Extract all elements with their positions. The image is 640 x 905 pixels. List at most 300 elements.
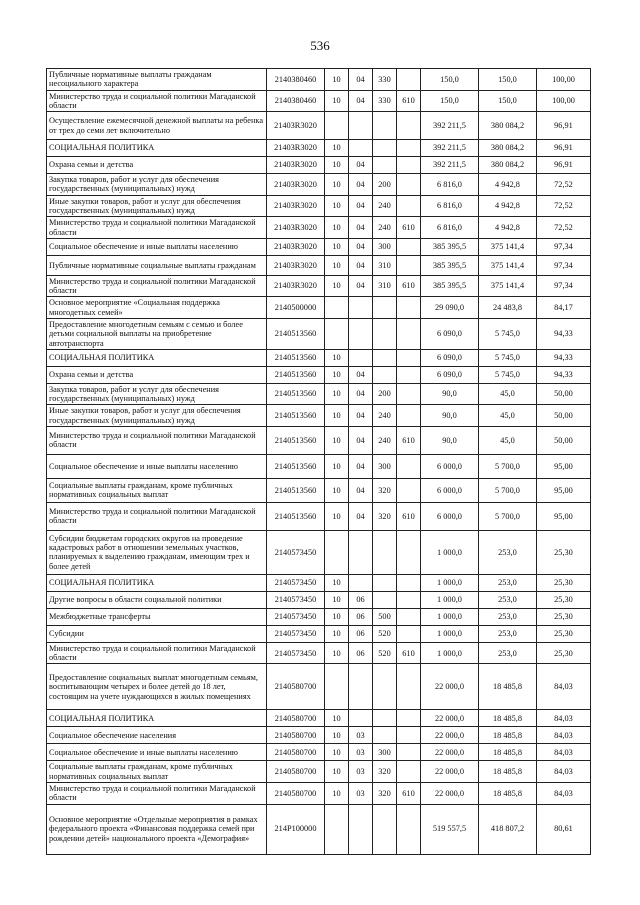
cell-type: 310: [373, 275, 397, 297]
cell-sub: 03: [349, 783, 373, 805]
cell-grbs: 610: [397, 783, 421, 805]
cell-plan: 1 000,0: [421, 591, 479, 608]
cell-type: [373, 112, 397, 140]
cell-grbs: [397, 349, 421, 366]
cell-name: Социальные выплаты гражданам, кроме публичных нормативных социальных выплат: [47, 761, 267, 783]
cell-sec: [325, 297, 349, 319]
cell-grbs: [397, 255, 421, 275]
cell-grbs: [397, 238, 421, 255]
cell-plan: 6 000,0: [421, 478, 479, 502]
cell-type: 330: [373, 69, 397, 91]
table-row: [47, 405, 591, 427]
cell-pct: 96,91: [537, 112, 591, 140]
cell-sub: [349, 804, 373, 854]
table-row: [47, 90, 591, 112]
cell-grbs: [397, 530, 421, 574]
cell-fact: 375 141,4: [479, 275, 537, 297]
cell-pct: 95,00: [537, 454, 591, 478]
cell-pct: 50,00: [537, 405, 591, 427]
cell-plan: 1 000,0: [421, 608, 479, 625]
cell-code: 2140513560: [267, 478, 325, 502]
cell-fact: 380 084,2: [479, 157, 537, 174]
cell-sub: 04: [349, 255, 373, 275]
cell-grbs: [397, 383, 421, 405]
table-row: [47, 502, 591, 530]
cell-grbs: [397, 318, 421, 349]
cell-sub: 04: [349, 426, 373, 454]
table-row: [47, 255, 591, 275]
cell-code: 2140513560: [267, 426, 325, 454]
cell-code: 21403R3020: [267, 174, 325, 196]
cell-name: Министерство труда и социальной политики Магаданской области: [47, 90, 267, 112]
cell-sec: 10: [325, 366, 349, 383]
cell-sub: 04: [349, 238, 373, 255]
cell-fact: 253,0: [479, 591, 537, 608]
cell-plan: 6 816,0: [421, 174, 479, 196]
cell-plan: 1 000,0: [421, 574, 479, 591]
cell-sec: 10: [325, 642, 349, 664]
cell-sec: 10: [325, 383, 349, 405]
cell-type: 240: [373, 195, 397, 217]
cell-grbs: [397, 69, 421, 91]
cell-grbs: [397, 727, 421, 744]
cell-sec: 10: [325, 478, 349, 502]
cell-fact: 380 084,2: [479, 140, 537, 157]
cell-code: 2140580700: [267, 710, 325, 727]
cell-code: 2140380460: [267, 90, 325, 112]
cell-sub: [349, 710, 373, 727]
page-number: 536: [310, 38, 330, 53]
table-row: [47, 804, 591, 854]
cell-pct: 97,34: [537, 275, 591, 297]
cell-code: 2140573450: [267, 608, 325, 625]
cell-plan: 519 557,5: [421, 804, 479, 854]
cell-pct: 25,30: [537, 642, 591, 664]
cell-pct: 94,33: [537, 366, 591, 383]
cell-sub: 06: [349, 591, 373, 608]
cell-type: 320: [373, 502, 397, 530]
cell-sub: [349, 297, 373, 319]
cell-sub: 06: [349, 608, 373, 625]
cell-sec: 10: [325, 426, 349, 454]
cell-plan: 6 090,0: [421, 366, 479, 383]
cell-pct: 84,03: [537, 783, 591, 805]
cell-name: СОЦИАЛЬНАЯ ПОЛИТИКА: [47, 710, 267, 727]
cell-code: 21403R3020: [267, 157, 325, 174]
cell-grbs: [397, 574, 421, 591]
cell-name: Публичные нормативные выплаты гражданам несоциального характера: [47, 69, 267, 91]
cell-sec: [325, 318, 349, 349]
cell-fact: 380 084,2: [479, 112, 537, 140]
cell-name: Социальное обеспечение и иные выплаты населению: [47, 238, 267, 255]
cell-name: Социальные выплаты гражданам, кроме публичных нормативных социальных выплат: [47, 478, 267, 502]
cell-fact: 5 745,0: [479, 318, 537, 349]
cell-plan: 392 211,5: [421, 112, 479, 140]
table-row: [47, 591, 591, 608]
cell-plan: 392 211,5: [421, 140, 479, 157]
cell-sub: 03: [349, 727, 373, 744]
cell-fact: 150,0: [479, 90, 537, 112]
cell-fact: 150,0: [479, 69, 537, 91]
cell-sub: 03: [349, 761, 373, 783]
cell-sec: [325, 804, 349, 854]
cell-fact: 4 942,8: [479, 195, 537, 217]
table-row: [47, 297, 591, 319]
table-row: [47, 426, 591, 454]
table-row: [47, 664, 591, 710]
cell-name: СОЦИАЛЬНАЯ ПОЛИТИКА: [47, 140, 267, 157]
cell-pct: 84,03: [537, 664, 591, 710]
cell-plan: 150,0: [421, 90, 479, 112]
cell-type: 240: [373, 426, 397, 454]
cell-grbs: [397, 174, 421, 196]
table-row: [47, 761, 591, 783]
cell-sub: 04: [349, 69, 373, 91]
cell-grbs: [397, 804, 421, 854]
cell-plan: 90,0: [421, 383, 479, 405]
cell-type: 240: [373, 405, 397, 427]
cell-type: [373, 530, 397, 574]
cell-grbs: [397, 608, 421, 625]
cell-code: 2140573450: [267, 591, 325, 608]
table-row: [47, 710, 591, 727]
cell-type: 520: [373, 642, 397, 664]
cell-plan: 6 816,0: [421, 217, 479, 239]
cell-sub: 04: [349, 217, 373, 239]
cell-name: Социальное обеспечение и иные выплаты населению: [47, 744, 267, 761]
cell-sub: [349, 664, 373, 710]
cell-sec: 10: [325, 217, 349, 239]
cell-name: Иные закупки товаров, работ и услуг для обеспечения государственных (муниципальных) нужд: [47, 195, 267, 217]
table-row: [47, 727, 591, 744]
cell-name: Закупка товаров, работ и услуг для обеспечения государственных (муниципальных) нужд: [47, 174, 267, 196]
cell-code: 21403R3020: [267, 140, 325, 157]
cell-code: 2140580700: [267, 744, 325, 761]
cell-pct: 72,52: [537, 217, 591, 239]
cell-pct: 84,03: [537, 710, 591, 727]
cell-fact: 45,0: [479, 426, 537, 454]
cell-fact: 18 485,8: [479, 761, 537, 783]
cell-type: 300: [373, 454, 397, 478]
cell-code: 21403R3020: [267, 255, 325, 275]
cell-pct: 97,34: [537, 255, 591, 275]
cell-plan: 385 395,5: [421, 275, 479, 297]
cell-sec: 10: [325, 140, 349, 157]
cell-plan: 22 000,0: [421, 727, 479, 744]
cell-type: 320: [373, 783, 397, 805]
cell-fact: 253,0: [479, 608, 537, 625]
cell-plan: 385 395,5: [421, 255, 479, 275]
cell-sec: 10: [325, 608, 349, 625]
cell-fact: 4 942,8: [479, 174, 537, 196]
table-row: [47, 238, 591, 255]
cell-code: 2140573450: [267, 642, 325, 664]
cell-type: [373, 804, 397, 854]
cell-grbs: [397, 140, 421, 157]
cell-fact: 253,0: [479, 642, 537, 664]
cell-code: 21403R3020: [267, 275, 325, 297]
cell-sec: [325, 530, 349, 574]
cell-plan: 6 090,0: [421, 318, 479, 349]
cell-fact: 5 745,0: [479, 366, 537, 383]
cell-name: Публичные нормативные социальные выплаты гражданам: [47, 255, 267, 275]
cell-pct: 84,03: [537, 744, 591, 761]
cell-grbs: [397, 478, 421, 502]
cell-grbs: 610: [397, 90, 421, 112]
cell-code: 2140513560: [267, 349, 325, 366]
cell-fact: 5 745,0: [479, 349, 537, 366]
cell-type: [373, 574, 397, 591]
cell-sub: 04: [349, 366, 373, 383]
cell-grbs: [397, 761, 421, 783]
cell-fact: 45,0: [479, 405, 537, 427]
cell-code: 2140513560: [267, 366, 325, 383]
cell-type: 500: [373, 608, 397, 625]
cell-sub: 04: [349, 174, 373, 196]
cell-plan: 1 000,0: [421, 530, 479, 574]
cell-name: Предоставление социальных выплат многодетным семьям, воспитывающим четырех и более детей до 18 лет, состоящим на учете нуждающихся в жилых помещениях: [47, 664, 267, 710]
table-row: [47, 275, 591, 297]
cell-sub: [349, 349, 373, 366]
cell-sec: 10: [325, 157, 349, 174]
cell-name: Закупка товаров, работ и услуг для обеспечения государственных (муниципальных) нужд: [47, 383, 267, 405]
cell-code: 21403R3020: [267, 195, 325, 217]
cell-type: [373, 140, 397, 157]
cell-sec: 10: [325, 195, 349, 217]
cell-code: 2140500000: [267, 297, 325, 319]
cell-name: Осуществление ежемесячной денежной выплаты на ребенка от трех до семи лет включительно: [47, 112, 267, 140]
cell-fact: 418 807,2: [479, 804, 537, 854]
cell-name: СОЦИАЛЬНАЯ ПОЛИТИКА: [47, 349, 267, 366]
cell-name: Другие вопросы в области социальной политики: [47, 591, 267, 608]
cell-pct: 72,52: [537, 195, 591, 217]
cell-grbs: [397, 112, 421, 140]
table-row: [47, 349, 591, 366]
cell-sub: [349, 530, 373, 574]
cell-pct: 96,91: [537, 157, 591, 174]
cell-sec: 10: [325, 761, 349, 783]
table-row: [47, 174, 591, 196]
cell-code: 214P100000: [267, 804, 325, 854]
cell-code: 2140513560: [267, 405, 325, 427]
cell-pct: 95,00: [537, 478, 591, 502]
cell-name: Социальное обеспечение и иные выплаты населению: [47, 454, 267, 478]
cell-pct: 94,33: [537, 349, 591, 366]
cell-pct: 25,30: [537, 625, 591, 642]
cell-grbs: 610: [397, 275, 421, 297]
cell-grbs: [397, 591, 421, 608]
cell-plan: 385 395,5: [421, 238, 479, 255]
cell-code: 2140573450: [267, 530, 325, 574]
cell-fact: 253,0: [479, 574, 537, 591]
cell-type: [373, 710, 397, 727]
cell-plan: 6 000,0: [421, 454, 479, 478]
cell-plan: 22 000,0: [421, 664, 479, 710]
cell-type: [373, 318, 397, 349]
cell-grbs: 610: [397, 426, 421, 454]
cell-sub: 03: [349, 744, 373, 761]
cell-code: 2140513560: [267, 502, 325, 530]
cell-code: 21403R3020: [267, 112, 325, 140]
cell-type: 200: [373, 383, 397, 405]
cell-fact: 18 485,8: [479, 727, 537, 744]
cell-sec: 10: [325, 744, 349, 761]
cell-sec: 10: [325, 454, 349, 478]
table-row: [47, 383, 591, 405]
cell-name: Субсидии: [47, 625, 267, 642]
cell-fact: 5 700,0: [479, 502, 537, 530]
cell-pct: 80,61: [537, 804, 591, 854]
cell-fact: 18 485,8: [479, 664, 537, 710]
cell-plan: 22 000,0: [421, 744, 479, 761]
cell-grbs: [397, 297, 421, 319]
cell-grbs: [397, 405, 421, 427]
table-row: [47, 744, 591, 761]
cell-type: 520: [373, 625, 397, 642]
cell-sub: [349, 318, 373, 349]
cell-name: Министерство труда и социальной политики Магаданской области: [47, 217, 267, 239]
cell-fact: 4 942,8: [479, 217, 537, 239]
cell-sec: 10: [325, 349, 349, 366]
cell-fact: 18 485,8: [479, 710, 537, 727]
cell-name: СОЦИАЛЬНАЯ ПОЛИТИКА: [47, 574, 267, 591]
table-row: [47, 318, 591, 349]
cell-name: Охрана семьи и детства: [47, 157, 267, 174]
cell-fact: 253,0: [479, 530, 537, 574]
cell-plan: 1 000,0: [421, 642, 479, 664]
cell-sec: 10: [325, 727, 349, 744]
cell-plan: 29 090,0: [421, 297, 479, 319]
cell-name: Министерство труда и социальной политики Магаданской области: [47, 426, 267, 454]
cell-fact: 375 141,4: [479, 238, 537, 255]
cell-code: 2140513560: [267, 318, 325, 349]
cell-fact: 24 483,8: [479, 297, 537, 319]
cell-sub: 04: [349, 454, 373, 478]
cell-sec: 10: [325, 710, 349, 727]
cell-grbs: [397, 664, 421, 710]
cell-type: 200: [373, 174, 397, 196]
cell-grbs: [397, 454, 421, 478]
cell-plan: 6 000,0: [421, 502, 479, 530]
cell-sub: 06: [349, 625, 373, 642]
cell-type: [373, 366, 397, 383]
cell-sec: 10: [325, 275, 349, 297]
cell-plan: 90,0: [421, 426, 479, 454]
cell-sub: 06: [349, 642, 373, 664]
cell-sec: 10: [325, 405, 349, 427]
cell-code: 21403R3020: [267, 238, 325, 255]
cell-code: 2140513560: [267, 454, 325, 478]
cell-plan: 150,0: [421, 69, 479, 91]
cell-grbs: 610: [397, 642, 421, 664]
cell-name: Министерство труда и социальной политики Магаданской области: [47, 502, 267, 530]
cell-name: Иные закупки товаров, работ и услуг для обеспечения государственных (муниципальных) нужд: [47, 405, 267, 427]
cell-sub: 04: [349, 157, 373, 174]
cell-sec: 10: [325, 783, 349, 805]
cell-sub: [349, 112, 373, 140]
cell-name: Министерство труда и социальной политики Магаданской области: [47, 783, 267, 805]
cell-sec: 10: [325, 238, 349, 255]
cell-code: 2140580700: [267, 727, 325, 744]
cell-fact: 18 485,8: [479, 783, 537, 805]
cell-name: Министерство труда и социальной политики Магаданской области: [47, 642, 267, 664]
cell-name: Предоставление многодетным семьям с семью и более детьми социальной выплаты на приобретение автотранспорта: [47, 318, 267, 349]
cell-sub: 04: [349, 90, 373, 112]
table-row: [47, 642, 591, 664]
cell-sec: 10: [325, 625, 349, 642]
cell-pct: 84,03: [537, 727, 591, 744]
cell-name: Министерство труда и социальной политики Магаданской области: [47, 275, 267, 297]
table-body: [47, 69, 591, 855]
cell-type: 320: [373, 761, 397, 783]
cell-pct: 84,03: [537, 761, 591, 783]
cell-pct: 25,30: [537, 574, 591, 591]
table-row: [47, 574, 591, 591]
cell-sub: 04: [349, 502, 373, 530]
cell-pct: 25,30: [537, 591, 591, 608]
cell-sub: 04: [349, 275, 373, 297]
cell-sec: 10: [325, 174, 349, 196]
cell-grbs: 610: [397, 217, 421, 239]
cell-code: 21403R3020: [267, 217, 325, 239]
table-row: [47, 140, 591, 157]
cell-pct: 97,34: [537, 238, 591, 255]
table-row: [47, 783, 591, 805]
cell-type: 310: [373, 255, 397, 275]
cell-type: 330: [373, 90, 397, 112]
cell-pct: 25,30: [537, 530, 591, 574]
cell-fact: 18 485,8: [479, 744, 537, 761]
cell-name: Основное мероприятие «Отдельные мероприятия в рамках федерального проекта «Финансовая поддержка семей при рождении детей» национального проекта «Демография»: [47, 804, 267, 854]
cell-plan: 90,0: [421, 405, 479, 427]
table-row: [47, 195, 591, 217]
cell-fact: 45,0: [479, 383, 537, 405]
cell-sec: 10: [325, 255, 349, 275]
cell-name: Основное мероприятие «Социальная поддержка многодетных семей»: [47, 297, 267, 319]
cell-fact: 253,0: [479, 625, 537, 642]
cell-type: [373, 727, 397, 744]
cell-grbs: [397, 157, 421, 174]
cell-name: Межбюджетные трансферты: [47, 608, 267, 625]
cell-sec: 10: [325, 90, 349, 112]
cell-grbs: 610: [397, 502, 421, 530]
cell-sub: 04: [349, 195, 373, 217]
cell-sub: 04: [349, 383, 373, 405]
cell-grbs: [397, 625, 421, 642]
cell-sec: [325, 112, 349, 140]
table-row: [47, 366, 591, 383]
cell-pct: 100,00: [537, 90, 591, 112]
cell-fact: 375 141,4: [479, 255, 537, 275]
cell-grbs: [397, 195, 421, 217]
cell-plan: 392 211,5: [421, 157, 479, 174]
table-row: [47, 217, 591, 239]
cell-grbs: [397, 366, 421, 383]
cell-pct: 72,52: [537, 174, 591, 196]
cell-pct: 50,00: [537, 383, 591, 405]
cell-name: Охрана семьи и детства: [47, 366, 267, 383]
cell-type: [373, 297, 397, 319]
cell-pct: 94,33: [537, 318, 591, 349]
cell-name: Субсидии бюджетам городских округов на проведение кадастровых работ в отношении земельных участков, планируемых к выделению гражданам, имеющим трех и более детей: [47, 530, 267, 574]
cell-type: [373, 157, 397, 174]
cell-code: 2140513560: [267, 383, 325, 405]
table-row: [47, 454, 591, 478]
cell-code: 2140580700: [267, 783, 325, 805]
cell-sec: [325, 664, 349, 710]
cell-code: 2140573450: [267, 574, 325, 591]
cell-pct: 50,00: [537, 426, 591, 454]
